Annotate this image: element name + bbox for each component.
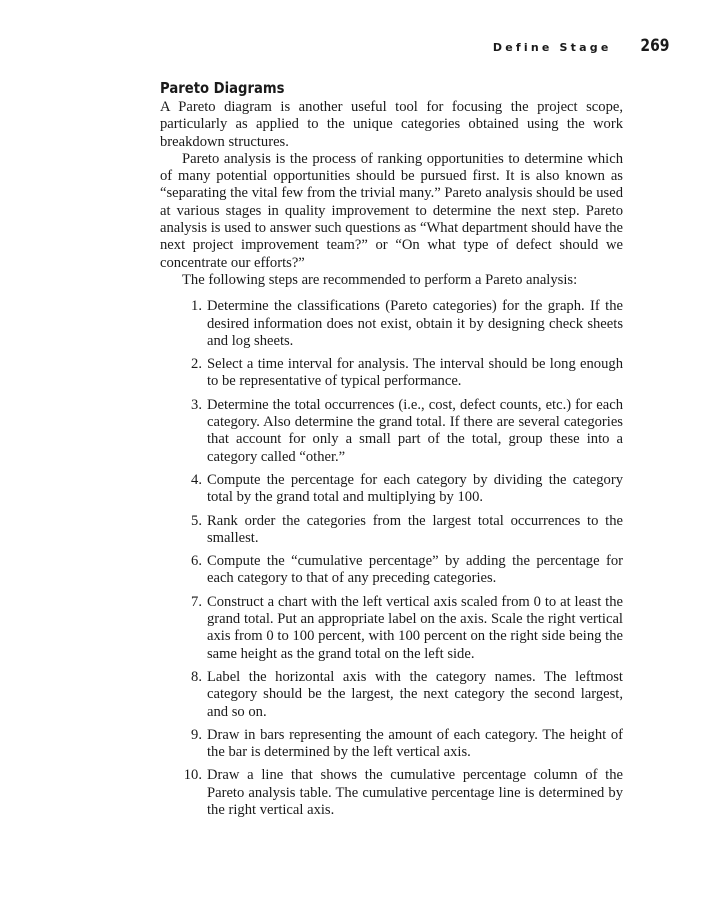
step-item xyxy=(160,727,623,762)
running-title: Define Stage xyxy=(492,41,612,54)
step-number: 6. xyxy=(191,553,202,570)
step-text: Construct a chart with the left vertical axis scaled from 0 to at least the grand total. Put an appropriate label on the axis. Scale the right vertical axis from 0 to 100 percent, with 100 percent on the right side being the same height as the grand total on the left side. xyxy=(207,593,623,662)
step-item xyxy=(160,298,623,350)
step-item xyxy=(160,594,623,663)
page-number: 269 xyxy=(639,36,669,56)
paragraph-intro: A Pareto diagram is another useful tool for focusing the project scope, particularly as applied to the unique categories obtained using the work breakdown structures. xyxy=(160,99,623,150)
step-item xyxy=(160,472,623,507)
step-text: Rank order the categories from the largest total occurrences to the smallest. xyxy=(207,512,623,546)
step-text: Compute the percentage for each category by dividing the category total by the grand total and multiplying by 100. xyxy=(207,471,623,506)
step-number: 4. xyxy=(191,471,202,488)
step-number: 1. xyxy=(191,298,202,315)
step-text: Determine the classifications (Pareto categories) for the graph. If the desired information does not exist, obtain it by designing check sheets and log sheets. xyxy=(207,298,623,349)
step-text: Draw a line that shows the cumulative percentage column of the Pareto analysis table. The cumulative percentage line is determined by the right vertical axis. xyxy=(207,767,623,818)
step-number: 5. xyxy=(191,512,202,529)
step-item xyxy=(160,669,623,721)
step-item xyxy=(160,553,623,588)
section-heading: Pareto Diagrams xyxy=(160,79,285,97)
step-text: Select a time interval for analysis. The interval should be long enough to be representative of typical performance. xyxy=(207,356,623,390)
step-text: Label the horizontal axis with the category names. The leftmost category should be the largest, the next category the second largest, and so on. xyxy=(207,668,623,720)
step-item xyxy=(160,513,623,548)
steps-list xyxy=(160,298,623,819)
step-number: 9. xyxy=(191,726,202,743)
step-item xyxy=(160,356,623,391)
step-number: 2. xyxy=(191,356,202,373)
step-number: 10. xyxy=(183,767,202,784)
step-text: Draw in bars representing the amount of each category. The height of the bar is determined by the left vertical axis. xyxy=(207,726,623,761)
page-body xyxy=(160,80,623,825)
step-item xyxy=(160,397,623,466)
running-head xyxy=(493,36,669,56)
step-text: Compute the “cumulative percentage” by adding the percentage for each category to that of any preceding categories. xyxy=(207,553,623,587)
paragraph-steps-lead: The following steps are recommended to perform a Pareto analysis: xyxy=(182,271,578,288)
step-text: Determine the total occurrences (i.e., cost, defect counts, etc.) for each category. Also determine the grand total. If there are several categories that account for only a small part of the total, group these into a category called “other.” xyxy=(207,396,623,465)
step-number: 8. xyxy=(191,668,202,685)
step-number: 3. xyxy=(191,396,202,413)
paragraph-definition: Pareto analysis is the process of ranking opportunities to determine which of many potential opportunities should be pursued first. It is also known as “separating the vital few from the trivial many.” Pareto analysis should be used at various stages in quality improvement to determine the next step. Pareto analysis is used to answer such questions as “What department should have the next project improvement team?” or “On what type of defect should we concentrate our efforts?” xyxy=(160,150,623,271)
step-number: 7. xyxy=(191,593,202,610)
step-item xyxy=(160,767,623,819)
